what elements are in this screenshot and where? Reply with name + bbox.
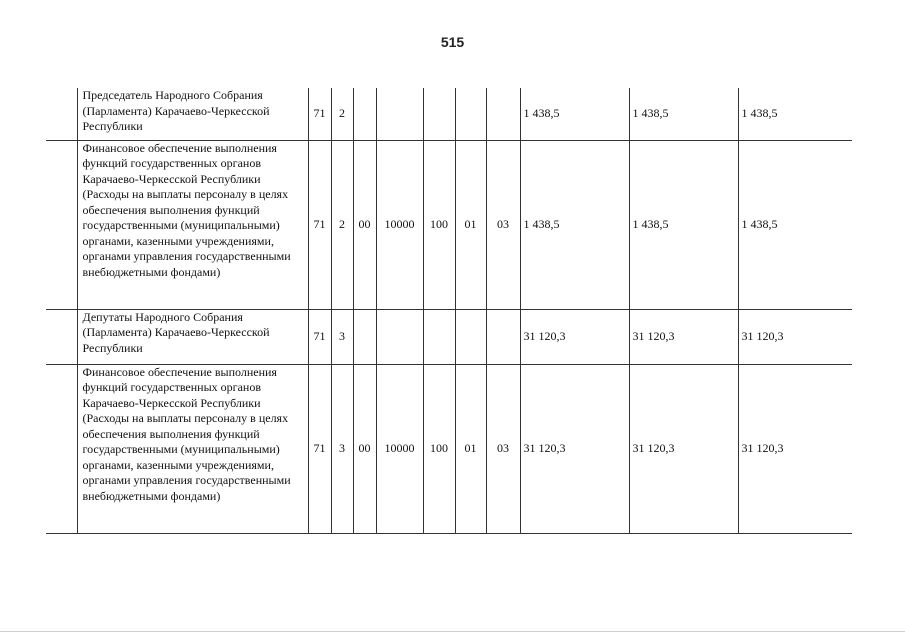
code-cell: 00 <box>353 364 376 533</box>
code-cell <box>423 309 455 364</box>
row-number-cell <box>46 364 77 533</box>
code-cell: 71 <box>308 364 331 533</box>
code-cell: 10000 <box>376 140 423 309</box>
amount-cell: 1 438,5 <box>629 140 738 309</box>
code-cell <box>455 309 486 364</box>
page-number: 515 <box>440 34 465 50</box>
amount-cell: 31 120,3 <box>520 309 629 364</box>
code-cell <box>353 309 376 364</box>
code-cell <box>486 309 520 364</box>
code-cell: 71 <box>308 309 331 364</box>
code-cell: 2 <box>331 88 353 140</box>
code-cell: 10000 <box>376 364 423 533</box>
amount-cell: 31 120,3 <box>629 309 738 364</box>
code-cell <box>353 88 376 140</box>
code-cell <box>376 309 423 364</box>
row-number-cell <box>46 140 77 309</box>
code-cell <box>376 88 423 140</box>
scan-edge-line <box>0 631 905 632</box>
amount-cell: 1 438,5 <box>520 140 629 309</box>
table-row <box>46 140 852 309</box>
amount-cell: 31 120,3 <box>738 309 852 364</box>
code-cell: 03 <box>486 364 520 533</box>
budget-table <box>46 88 852 534</box>
code-cell: 01 <box>455 140 486 309</box>
row-name: Депутаты Народного Собрания (Парламента) Карачаево-Черкесской Республики <box>77 309 308 364</box>
code-cell: 3 <box>331 364 353 533</box>
code-cell: 100 <box>423 140 455 309</box>
amount-cell: 1 438,5 <box>738 88 852 140</box>
code-cell: 01 <box>455 364 486 533</box>
code-cell: 71 <box>308 88 331 140</box>
row-number-cell <box>46 309 77 364</box>
code-cell: 00 <box>353 140 376 309</box>
table-row <box>46 364 852 533</box>
code-cell: 03 <box>486 140 520 309</box>
code-cell: 100 <box>423 364 455 533</box>
amount-cell: 1 438,5 <box>520 88 629 140</box>
amount-cell: 31 120,3 <box>520 364 629 533</box>
code-cell: 2 <box>331 140 353 309</box>
row-number-cell <box>46 88 77 140</box>
code-cell: 71 <box>308 140 331 309</box>
amount-cell: 1 438,5 <box>629 88 738 140</box>
code-cell <box>423 88 455 140</box>
row-name: Финансовое обеспечение выполнения функций государственных органов Карачаево-Черкесской Республики (Расходы на выплаты персоналу в целях обеспечения выполнения функций государственными (муниципальными) органами, казенными учреждениями, органами управления государственными внебюджетными фондами) <box>77 140 308 309</box>
row-name: Финансовое обеспечение выполнения функций государственных органов Карачаево-Черкесской Республики (Расходы на выплаты персоналу в целях обеспечения выполнения функций государственными (муниципальными) органами, казенными учреждениями, органами управления государственными внебюджетными фондами) <box>77 364 308 533</box>
table-row <box>46 88 852 140</box>
table-row <box>46 309 852 364</box>
code-cell <box>455 88 486 140</box>
amount-cell: 31 120,3 <box>738 364 852 533</box>
row-name: Председатель Народного Собрания (Парламента) Карачаево-Черкесской Республики <box>77 88 308 140</box>
code-cell <box>486 88 520 140</box>
code-cell: 3 <box>331 309 353 364</box>
amount-cell: 31 120,3 <box>629 364 738 533</box>
amount-cell: 1 438,5 <box>738 140 852 309</box>
